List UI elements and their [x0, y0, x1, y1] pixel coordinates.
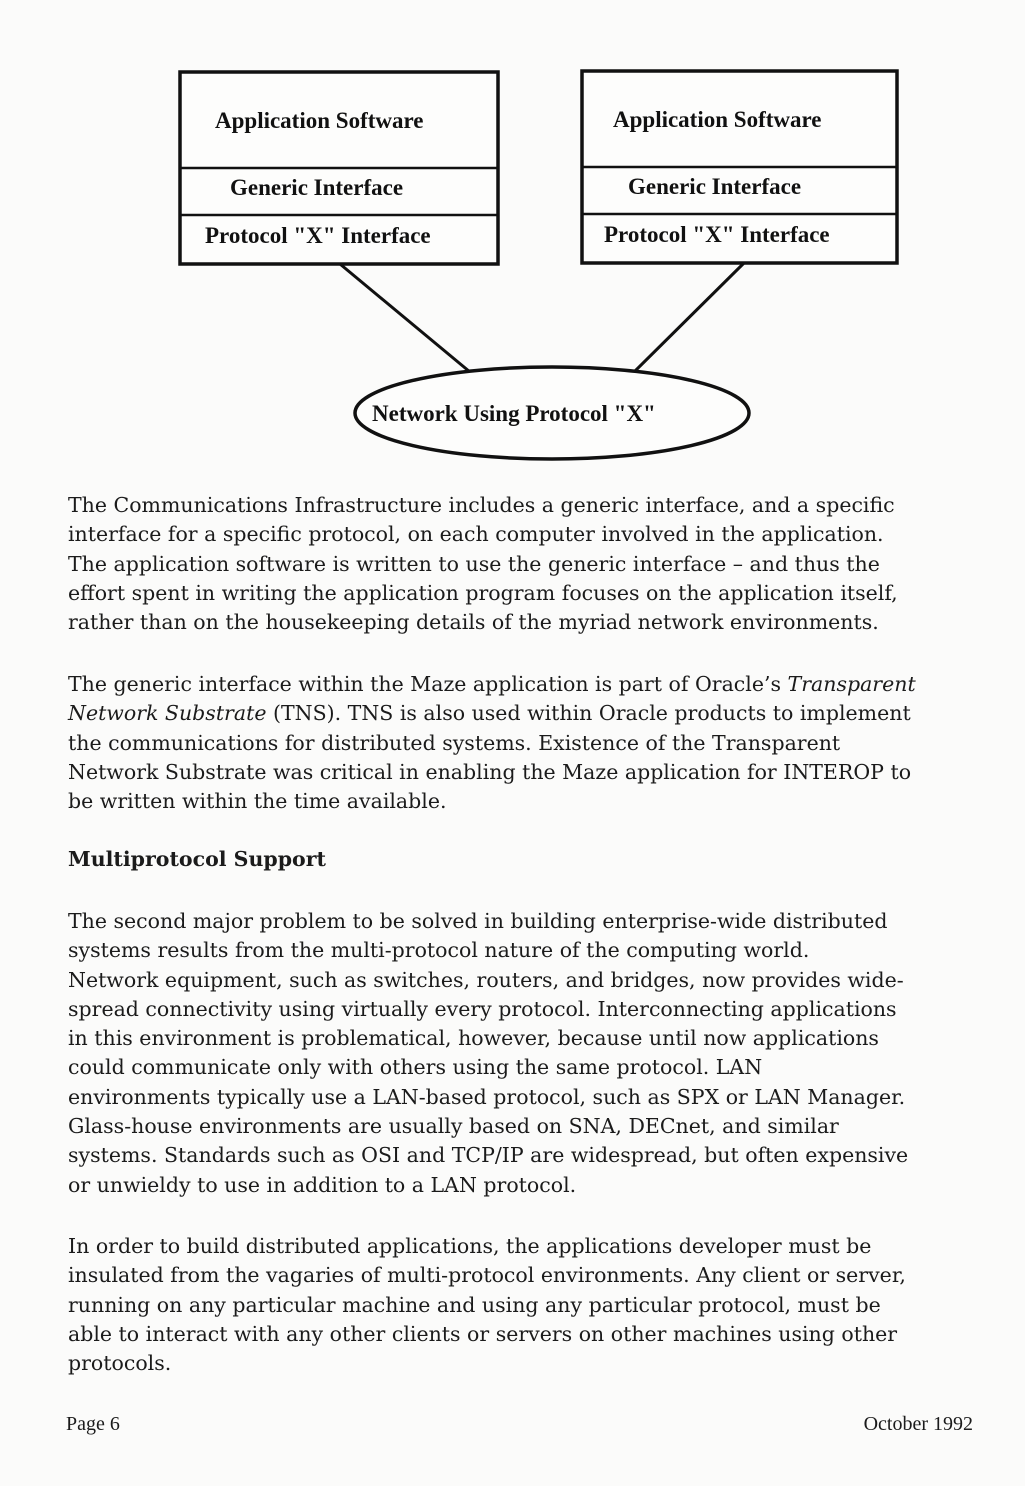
- paragraph-4-line: protocols.: [68, 1351, 172, 1376]
- page-number: Page 6: [66, 1413, 120, 1435]
- document-date: October 1992: [863, 1413, 973, 1435]
- paragraph-2-line: Network Substrate was critical in enabling the Maze application for INTEROP to: [68, 759, 912, 784]
- paragraph-1-line: effort spent in writing the application program focuses on the application itself,: [68, 580, 898, 605]
- paragraph-2-line: be written within the time available.: [68, 789, 447, 814]
- paragraph-3-line: Glass-house environments are usually based on SNA, DECnet, and similar: [68, 1114, 839, 1139]
- left-software-stack: [180, 72, 498, 264]
- paragraph-2-text: The generic interface within the Maze application is part of Oracle’s: [68, 672, 788, 696]
- paragraph-3-line: in this environment is problematical, however, because until now applications: [68, 1026, 879, 1051]
- paragraph-4-line: able to interact with any other clients or servers on other machines using other: [68, 1321, 898, 1346]
- paragraph-1-line: The application software is written to use the generic interface – and thus the: [68, 551, 880, 576]
- right-application-software-label: Application Software: [613, 107, 822, 132]
- paragraph-2-line: the communications for distributed systems. Existence of the Transparent: [68, 730, 841, 755]
- right-connector-line: [634, 263, 744, 372]
- paragraph-4: [68, 1232, 988, 1378]
- network-node: [355, 367, 749, 459]
- paragraph-3-line: or unwieldy to use in addition to a LAN protocol.: [68, 1172, 577, 1197]
- tns-term-part-1: Transparent: [787, 672, 916, 696]
- right-software-stack: [582, 71, 897, 263]
- paragraph-4-line: In order to build distributed applications, the applications developer must be: [68, 1234, 872, 1258]
- paragraph-3-line: environments typically use a LAN-based protocol, such as SPX or LAN Manager.: [68, 1084, 906, 1109]
- section-heading: Multiprotocol Support: [68, 847, 326, 871]
- paragraph-4-line: running on any particular machine and using any particular protocol, must be: [68, 1292, 881, 1317]
- paragraph-3-line: The second major problem to be solved in building enterprise-wide distributed: [68, 909, 888, 933]
- paragraph-2-line: [68, 699, 988, 728]
- left-application-software-label: Application Software: [215, 108, 424, 133]
- paragraph-3-line: could communicate only with others using the same protocol. LAN: [68, 1055, 763, 1080]
- paragraph-2-text: (TNS). TNS is also used within Oracle products to implement: [266, 701, 911, 726]
- network-label: Network Using Protocol "X": [372, 401, 656, 426]
- protocol-diagram: [0, 0, 1025, 470]
- right-generic-interface-label: Generic Interface: [628, 174, 802, 199]
- paragraph-3: [68, 907, 988, 1200]
- left-generic-interface-label: Generic Interface: [230, 175, 404, 200]
- tns-term-part-2: Network Substrate: [68, 701, 267, 726]
- paragraph-4-line: insulated from the vagaries of multi-protocol environments. Any client or server,: [68, 1263, 906, 1288]
- paragraph-1-line: interface for a specific protocol, on each computer involved in the application.: [68, 522, 884, 547]
- paragraph-1-line: rather than on the housekeeping details of the myriad network environments.: [68, 610, 879, 635]
- paragraph-2-line: [68, 670, 988, 699]
- paragraph-3-line: systems results from the multi-protocol nature of the computing world.: [68, 938, 810, 963]
- paragraph-3-line: Network equipment, such as switches, routers, and bridges, now provides wide-: [68, 967, 904, 992]
- paragraph-1: [68, 491, 988, 637]
- paragraph-3-line: systems. Standards such as OSI and TCP/IP are widespread, but often expensive: [68, 1143, 909, 1168]
- paragraph-2: [68, 670, 988, 816]
- paragraph-3-line: spread connectivity using virtually every protocol. Interconnecting applications: [68, 996, 897, 1021]
- left-connector-line: [340, 264, 470, 372]
- left-protocol-interface-label: Protocol "X" Interface: [205, 223, 431, 248]
- right-protocol-interface-label: Protocol "X" Interface: [604, 222, 830, 247]
- paragraph-1-line: The Communications Infrastructure includes a generic interface, and a specific: [68, 493, 895, 517]
